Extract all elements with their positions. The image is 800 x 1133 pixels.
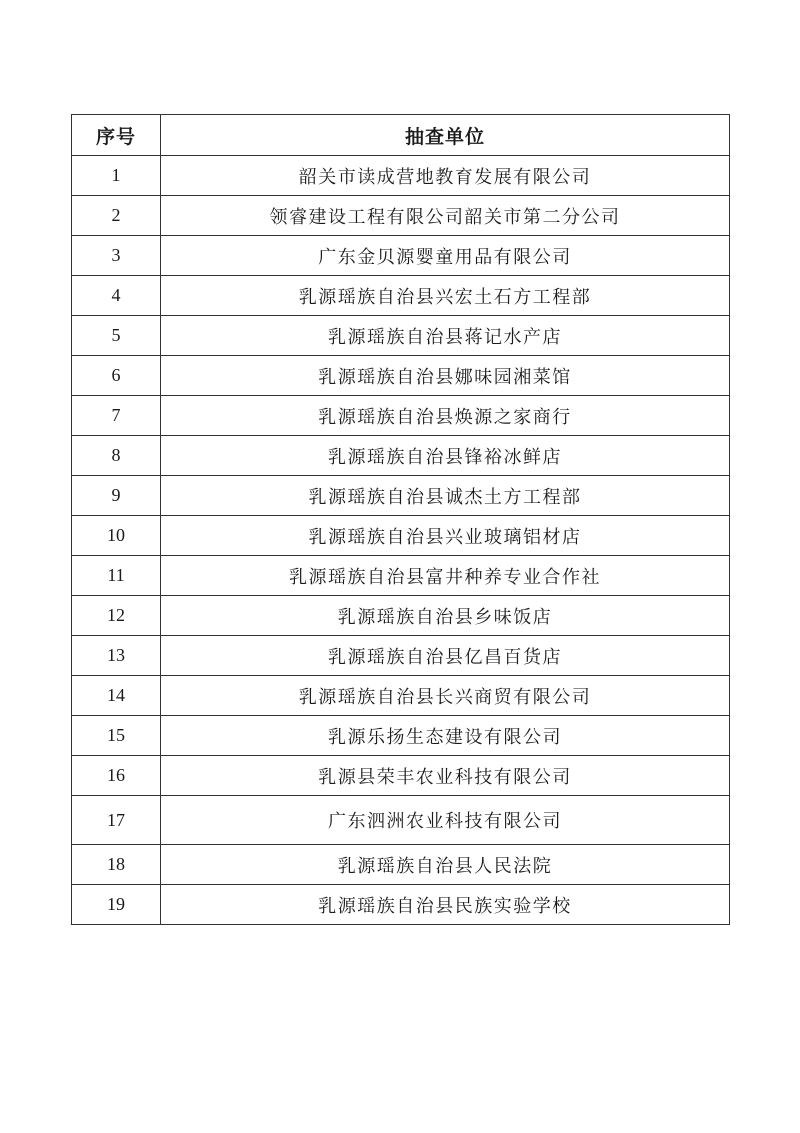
row-number: 9: [72, 476, 161, 516]
table-row: [72, 476, 730, 516]
row-number: 2: [72, 196, 161, 236]
row-number: 15: [72, 716, 161, 756]
header-inspected-unit: 抽查单位: [161, 115, 730, 156]
row-unit-name: 乳源瑶族自治县兴业玻璃铝材店: [161, 516, 730, 556]
row-unit-name: 乳源乐扬生态建设有限公司: [161, 716, 730, 756]
row-number: 6: [72, 356, 161, 396]
row-number: 3: [72, 236, 161, 276]
row-number: 14: [72, 676, 161, 716]
row-number: 11: [72, 556, 161, 596]
table-header-row: [72, 115, 730, 156]
row-number: 8: [72, 436, 161, 476]
inspection-table: [71, 114, 730, 925]
row-unit-name: 乳源瑶族自治县富井种养专业合作社: [161, 556, 730, 596]
table-row: [72, 716, 730, 756]
row-unit-name: 领睿建设工程有限公司韶关市第二分公司: [161, 196, 730, 236]
row-unit-name: 乳源瑶族自治县长兴商贸有限公司: [161, 676, 730, 716]
header-serial-number: 序号: [72, 115, 161, 156]
table-row: [72, 436, 730, 476]
table-row: [72, 236, 730, 276]
row-unit-name: 乳源瑶族自治县娜味园湘菜馆: [161, 356, 730, 396]
table-row: [72, 196, 730, 236]
table-row: [72, 556, 730, 596]
row-unit-name: 广东金贝源婴童用品有限公司: [161, 236, 730, 276]
row-unit-name: 乳源瑶族自治县兴宏土石方工程部: [161, 276, 730, 316]
row-number: 18: [72, 845, 161, 885]
row-number: 12: [72, 596, 161, 636]
table-row: [72, 356, 730, 396]
row-number: 13: [72, 636, 161, 676]
table-row: [72, 676, 730, 716]
table-row: [72, 596, 730, 636]
row-unit-name: 乳源瑶族自治县亿昌百货店: [161, 636, 730, 676]
row-number: 1: [72, 156, 161, 196]
table-row: [72, 636, 730, 676]
row-number: 19: [72, 885, 161, 925]
row-number: 5: [72, 316, 161, 356]
table-row: [72, 316, 730, 356]
table-row: [72, 276, 730, 316]
table-row: [72, 845, 730, 885]
row-unit-name: 乳源瑶族自治县乡味饭店: [161, 596, 730, 636]
table-row: [72, 885, 730, 925]
table-row: [72, 756, 730, 796]
row-number: 16: [72, 756, 161, 796]
row-unit-name: 乳源瑶族自治县锋裕冰鲜店: [161, 436, 730, 476]
table-row: [72, 156, 730, 196]
table-row: [72, 396, 730, 436]
row-unit-name: 乳源县荣丰农业科技有限公司: [161, 756, 730, 796]
row-unit-name: 广东泗洲农业科技有限公司: [161, 796, 730, 845]
row-number: 4: [72, 276, 161, 316]
row-unit-name: 乳源瑶族自治县民族实验学校: [161, 885, 730, 925]
row-unit-name: 乳源瑶族自治县人民法院: [161, 845, 730, 885]
row-number: 17: [72, 796, 161, 845]
row-unit-name: 韶关市读成营地教育发展有限公司: [161, 156, 730, 196]
row-number: 10: [72, 516, 161, 556]
row-unit-name: 乳源瑶族自治县诚杰土方工程部: [161, 476, 730, 516]
row-number: 7: [72, 396, 161, 436]
row-unit-name: 乳源瑶族自治县焕源之家商行: [161, 396, 730, 436]
row-unit-name: 乳源瑶族自治县蒋记水产店: [161, 316, 730, 356]
table-row: [72, 516, 730, 556]
table-row: [72, 796, 730, 845]
